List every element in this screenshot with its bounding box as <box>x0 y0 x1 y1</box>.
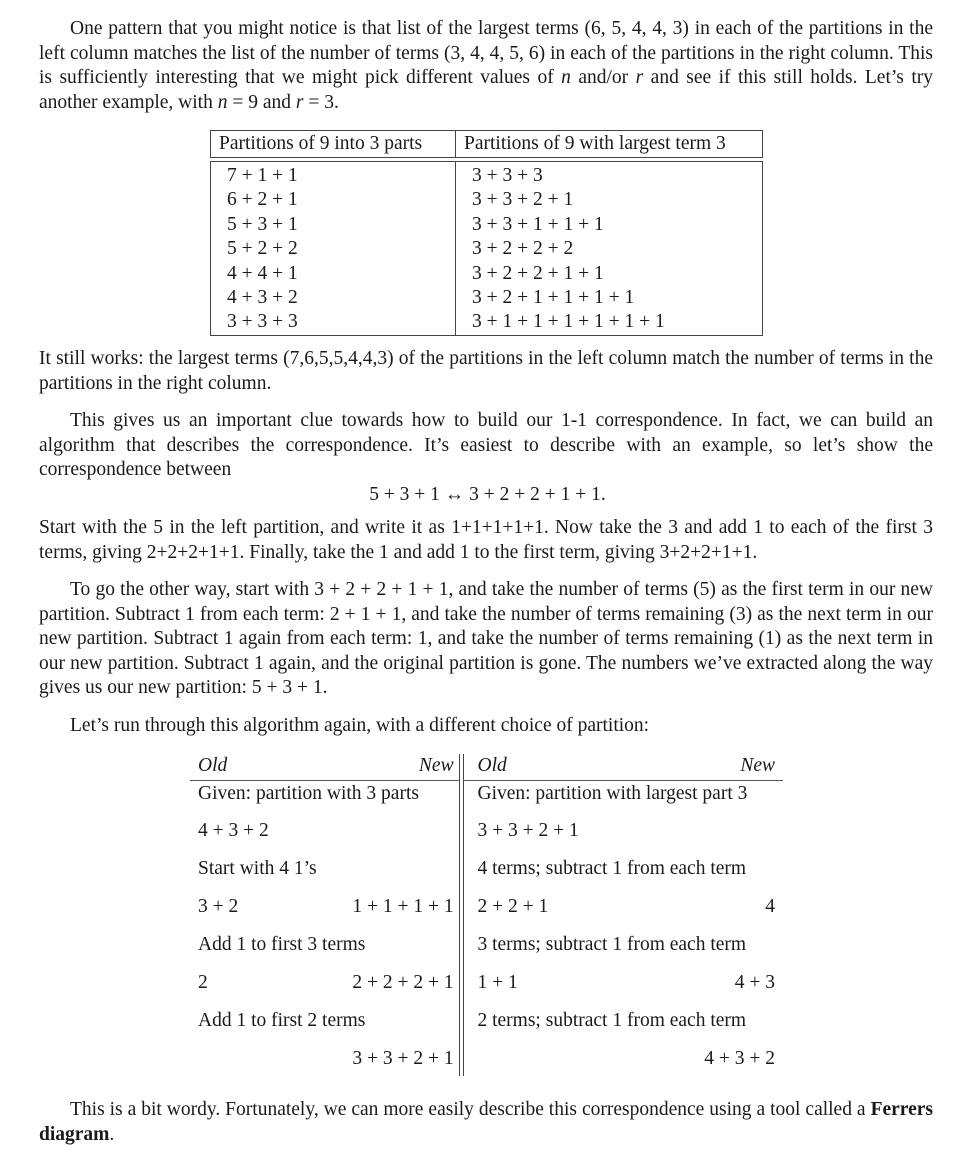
partitions-table-body <box>210 161 763 336</box>
header-new: New <box>740 755 775 776</box>
partitions-table <box>210 130 763 336</box>
table-row: 4 terms; subtract 1 from each term <box>477 858 747 879</box>
table-row: Start with 4 1’s <box>198 858 317 879</box>
header-right: Partitions of 9 with largest term 3 <box>464 133 726 154</box>
algorithm-table <box>190 752 780 1085</box>
table-cell: 7 + 1 + 1 <box>227 165 298 186</box>
table-cell: 3 + 3 + 2 + 1 <box>472 189 574 211</box>
paragraph-start-with: Start with the 5 in the left partition, and write it as 1+1+1+1+1. Now take the 3 and add 1 to each of the first 3 terms, giving 2+2+2+1+1. Finally, take the 1 and add 1 to the first term, giving 3+2+2+1+1. <box>39 517 933 563</box>
table-cell: 5 + 2 + 2 <box>227 238 298 260</box>
var-r: r <box>635 67 644 88</box>
table-row: Add 1 to first 2 terms <box>198 1010 366 1031</box>
column-header <box>190 752 459 781</box>
table-row: Given: partition with 3 parts <box>198 783 419 804</box>
left-column <box>211 162 456 335</box>
paragraph-ferrers: This is a bit wordy. Fortunately, we can more easily describe this correspondence using a tool called a Ferrers diagram. <box>39 1099 933 1145</box>
table-row: Given: partition with largest part 3 <box>477 783 748 804</box>
table-cell: 3 + 2 + 2 + 2 <box>472 238 574 260</box>
paragraph-other-way: To go the other way, start with 3 + 2 + 2 + 1 + 1, and take the number of terms (5) as the first term in our new partition. Subtract 1 from each term: 2 + 1 + 1, and take the number of terms remaining (3) as the next term in our new partition. Subtract 1 again from each term: 1, and take the number of terms remaining (1) as the next term in our new partition. Subtract 1 again, and the original partition is gone. The numbers we’ve extracted along the way gives us our new partition: 5 + 3 + 1. <box>39 579 933 698</box>
column-header <box>464 752 783 781</box>
table-row: 4 + 3 + 2 <box>198 820 269 841</box>
table-cell: 3 + 3 + 3 <box>472 165 543 186</box>
table-row: 4 + 3 + 2 <box>704 1048 775 1069</box>
table-cell: 4 + 4 + 1 <box>227 262 298 284</box>
table-row: 2 terms; subtract 1 from each term <box>477 1010 747 1031</box>
header-left: Partitions of 9 into 3 parts <box>211 131 456 157</box>
table-cell: 4 + 3 + 2 <box>227 286 298 308</box>
right-column <box>456 162 673 335</box>
table-cell: 5 + 3 + 1 <box>227 213 298 235</box>
reverse-algorithm-column <box>464 752 780 1085</box>
table-row: 3 + 2 1 + 1 + 1 + 1 <box>198 896 454 917</box>
table-row: 3 + 3 + 2 + 1 <box>352 1048 454 1069</box>
table-cell: 3 + 3 + 3 <box>227 311 298 333</box>
equation-correspondence: 5 + 3 + 1 ↔ 3 + 2 + 2 + 1 + 1. <box>369 484 606 505</box>
table-cell: 3 + 2 + 1 + 1 + 1 + 1 <box>472 286 635 308</box>
table-row: Add 1 to first 3 terms <box>198 934 366 955</box>
paragraph-pattern: One pattern that you might notice is that list of the largest terms (6, 5, 4, 4, 3) in each of the partitions in the left column matches the list of the number of terms (3, 4, 4, 5, 6) in each of the partitions in the right column. This is sufficiently interesting that we might pick different values of n and/or r and see if this still holds. Let’s try another example, with n = 9 and r = 3. <box>39 18 933 113</box>
var-n: n <box>561 67 571 88</box>
table-row: 2 + 2 + 1 4 <box>477 896 775 917</box>
header-old: Old <box>477 755 507 776</box>
partitions-table-header <box>210 130 763 158</box>
table-row: 1 + 1 4 + 3 <box>477 972 775 993</box>
table-row: 3 + 3 + 2 + 1 <box>477 820 579 841</box>
paragraph-run-again: Let’s run through this algorithm again, with a different choice of partition: <box>70 715 650 736</box>
paragraph-clue: This gives us an important clue towards how to build our 1-1 correspondence. In fact, we can build an algorithm that describes the correspondence. It’s easiest to describe with an example, so let’s show the correspondence between <box>39 410 933 480</box>
table-row: 3 terms; subtract 1 from each term <box>477 934 747 955</box>
table-cell: 6 + 2 + 1 <box>227 189 298 211</box>
forward-algorithm-column <box>190 752 459 1085</box>
table-row: 2 2 + 2 + 2 + 1 <box>198 972 454 993</box>
table-cell: 3 + 1 + 1 + 1 + 1 + 1 + 1 <box>472 311 665 333</box>
paragraph-still-works: It still works: the largest terms (7,6,5,5,4,4,3) of the partitions in the left column match the number of terms in the partitions in the right column. <box>39 348 933 394</box>
table-cell: 3 + 3 + 1 + 1 + 1 <box>472 213 604 235</box>
table-cell: 3 + 2 + 2 + 1 + 1 <box>472 262 604 284</box>
header-old: Old <box>198 755 228 776</box>
header-new: New <box>418 755 454 776</box>
term-ferrers-diagram: Ferrers diagram <box>39 1099 933 1145</box>
